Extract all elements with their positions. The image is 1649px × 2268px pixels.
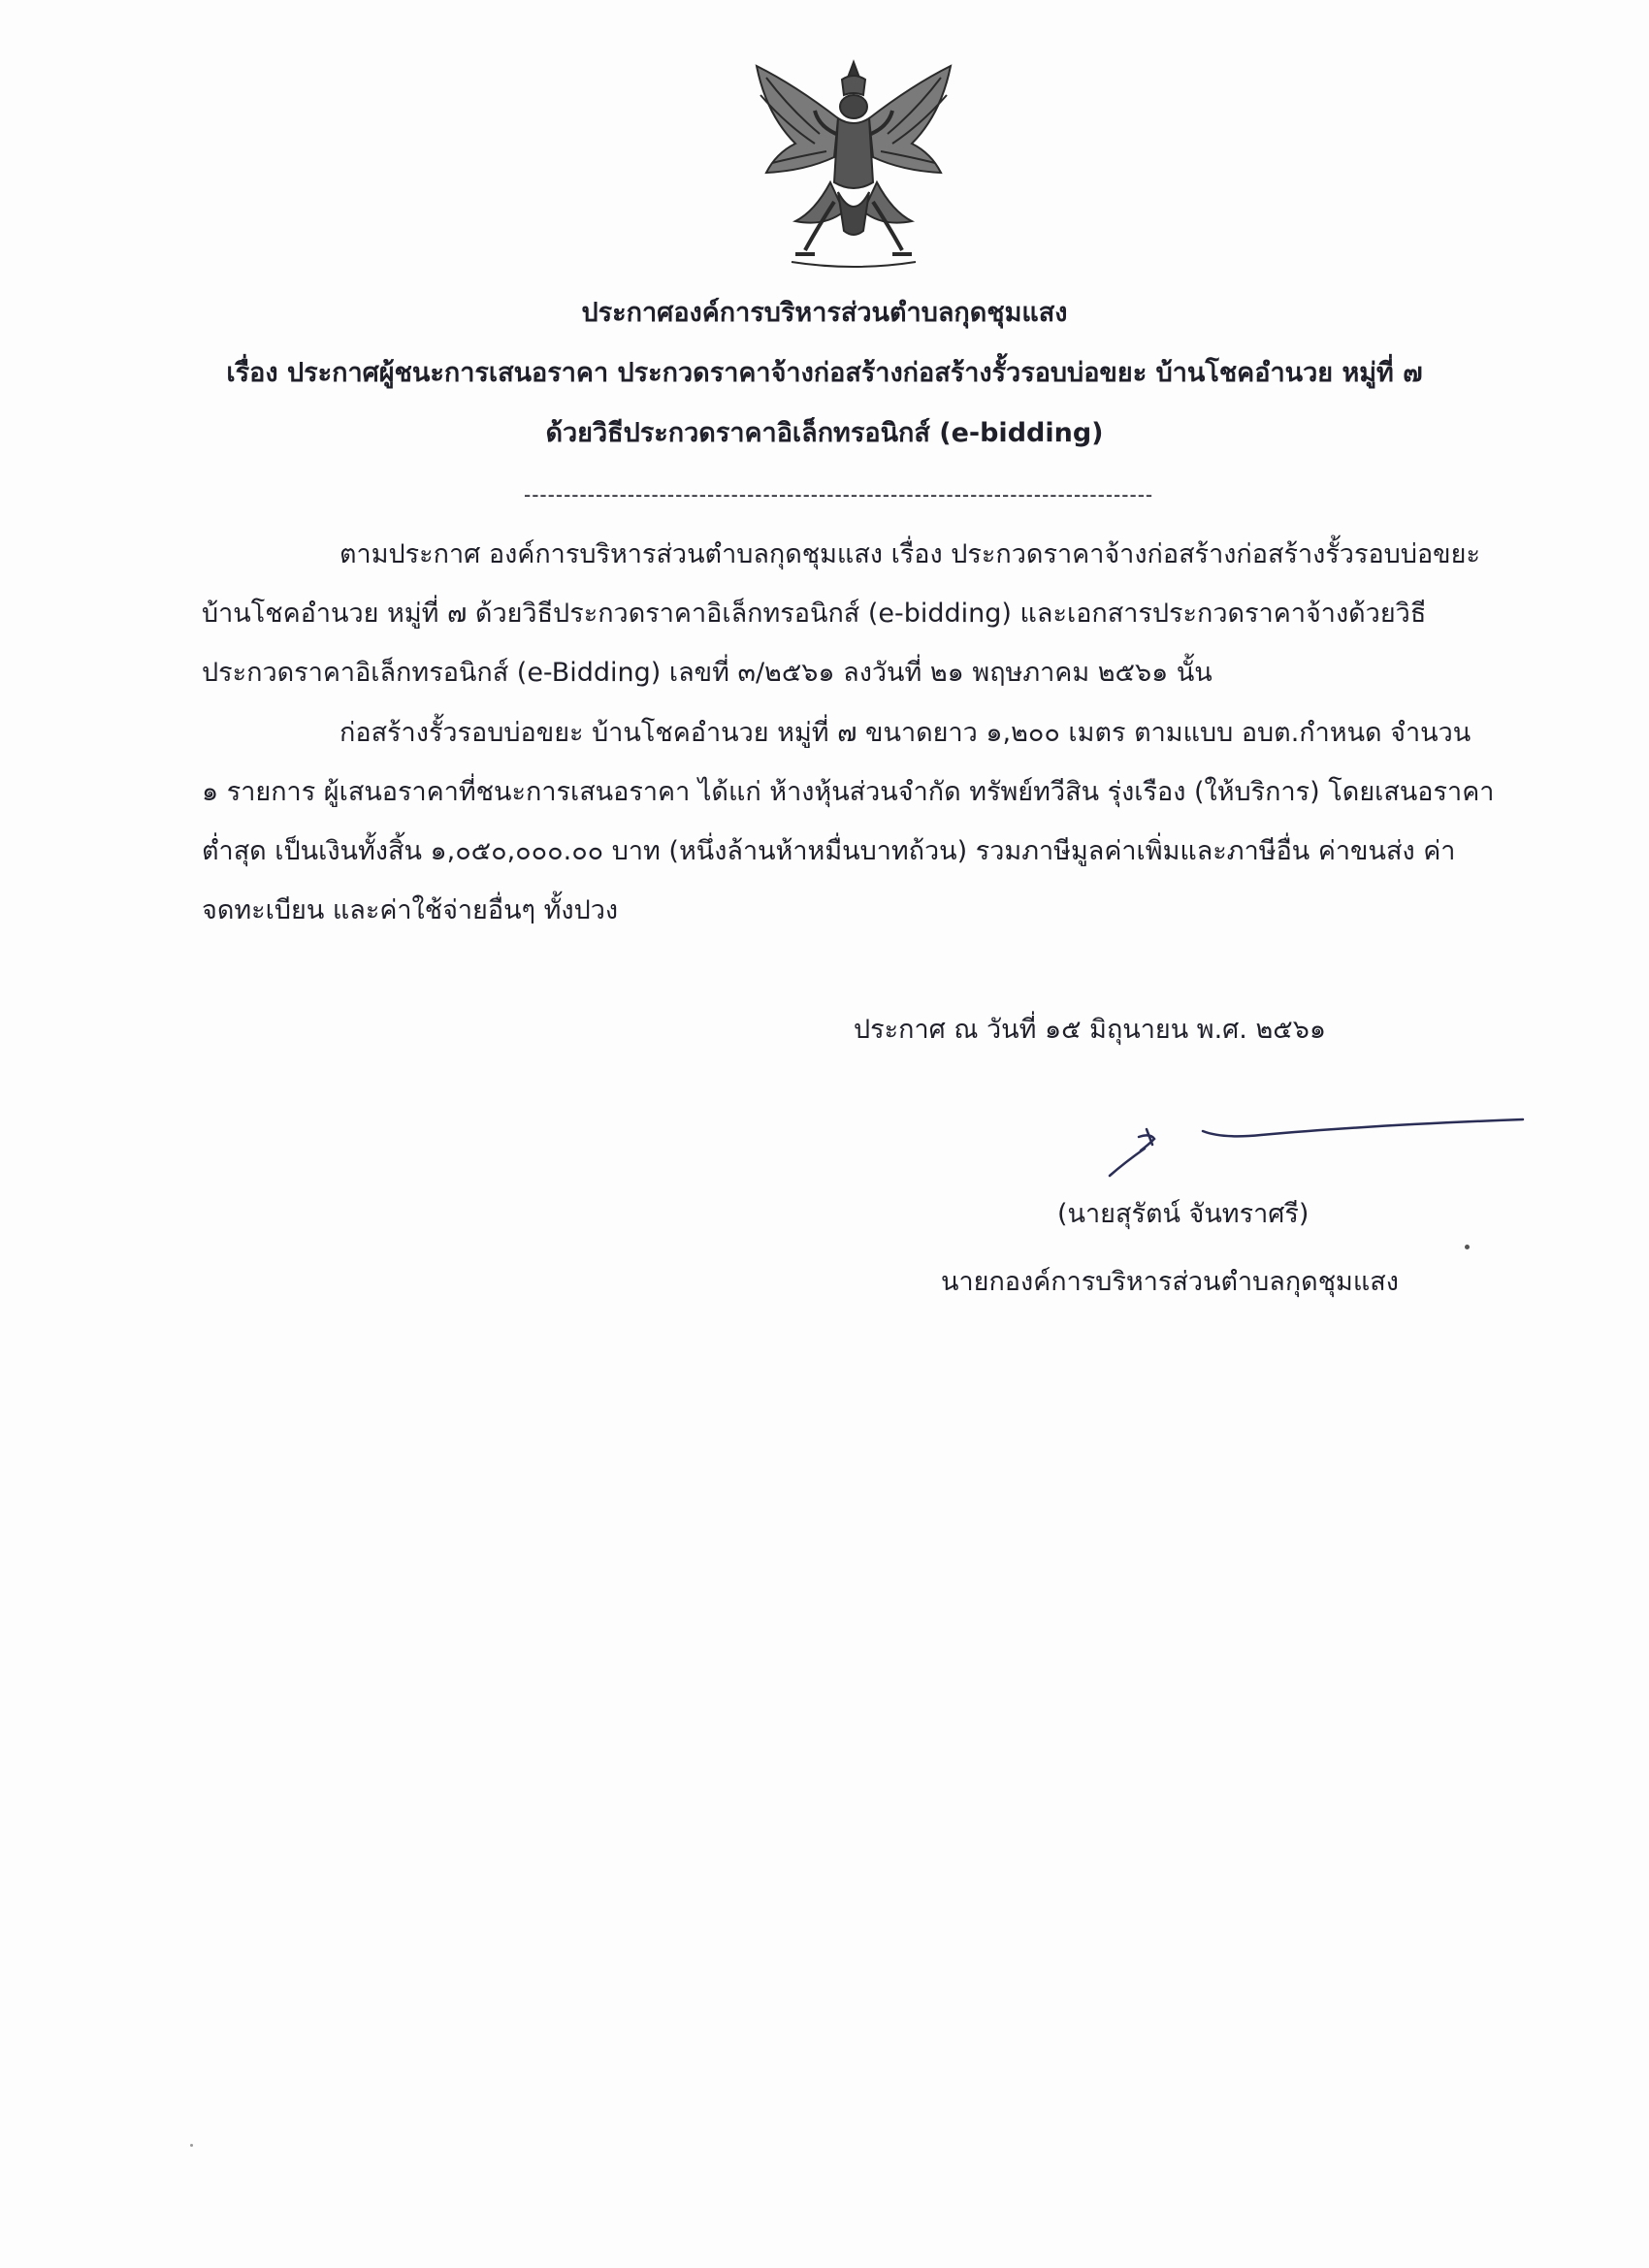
- divider-line: -------------------------------------------------------------------------------: [524, 483, 1154, 506]
- body-line: ต่ำสุด เป็นเงินทั้งสิ้น ๑,๐๕๐,๐๐๐.๐๐ บาท (หนึ่งล้านห้าหมื่นบาทถ้วน) รวมภาษีมูลค่าเพิ่มและภาษีอื่น ค่าขนส่ง ค่า: [202, 836, 1456, 866]
- scan-speck: [1465, 1245, 1470, 1249]
- body-line: ๑ รายการ ผู้เสนอราคาที่ชนะการเสนอราคา ได้แก่ ห้างหุ้นส่วนจำกัด ทรัพย์ทวีสิน รุ่งเรือง (ให้บริการ) โดยเสนอราคา: [202, 777, 1495, 807]
- body-line: ประกวดราคาอิเล็กทรอนิกส์ (e-Bidding) เลขที่ ๓/๒๕๖๑ ลงวันที่ ๒๑ พฤษภาคม ๒๕๖๑ นั้น: [202, 658, 1212, 688]
- body-line: ตามประกาศ องค์การบริหารส่วนตำบลกุดชุมแสง เรื่อง ประกวดราคาจ้างก่อสร้างก่อสร้างรั้วรอบบ่อขยะ: [340, 539, 1480, 569]
- handwritten-signature: [1096, 1106, 1533, 1193]
- document-method: ด้วยวิธีประกวดราคาอิเล็กทรอนิกส์ (e-bidding): [545, 418, 1104, 448]
- body-line: บ้านโชคอำนวย หมู่ที่ ๗ ด้วยวิธีประกวดราคาอิเล็กทรอนิกส์ (e-bidding) และเอกสารประกวดราคาจ้างด้วยวิธี: [202, 599, 1427, 629]
- document-subject: เรื่อง ประกาศผู้ชนะการเสนอราคา ประกวดราคาจ้างก่อสร้างก่อสร้างรั้วรอบบ่อขยะ บ้านโชคอำนวย หมู่ที่ ๗: [226, 358, 1423, 388]
- signer-title: นายกองค์การบริหารส่วนตำบลกุดชุมแสง: [941, 1267, 1399, 1297]
- scan-speck: [190, 2144, 193, 2147]
- document-title: ประกาศองค์การบริหารส่วนตำบลกุดชุมแสง: [581, 298, 1068, 328]
- signer-name: (นายสุรัตน์ จันทราศรี): [1057, 1199, 1310, 1229]
- garuda-emblem-icon: [737, 56, 970, 272]
- announcement-date: ประกาศ ณ วันที่ ๑๕ มิถุนายน พ.ศ. ๒๕๖๑: [854, 1015, 1326, 1045]
- body-line: ก่อสร้างรั้วรอบบ่อขยะ บ้านโชคอำนวย หมู่ที่ ๗ ขนาดยาว ๑,๒๐๐ เมตร ตามแบบ อบต.กำหนด จำนวน: [340, 718, 1471, 748]
- body-line: จดทะเบียน และค่าใช้จ่ายอื่นๆ ทั้งปวง: [202, 895, 619, 925]
